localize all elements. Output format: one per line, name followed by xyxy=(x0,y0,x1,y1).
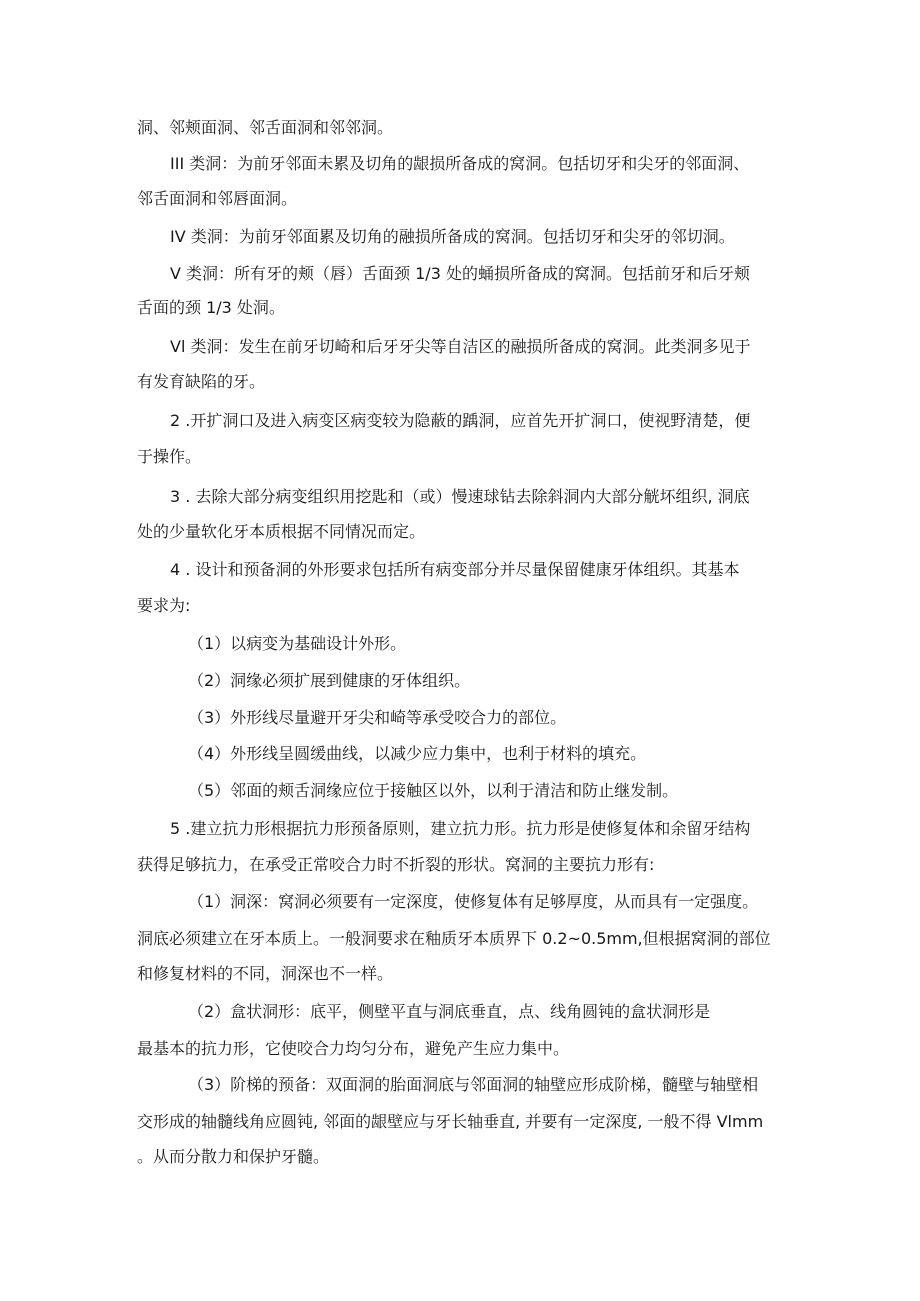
text-line: III 类洞：为前牙邻面未累及切角的龈损所备成的窝洞。包括切牙和尖牙的邻面洞、 xyxy=(170,154,750,173)
text-line: 洞、邻颊面洞、邻舌面洞和邻邻洞。 xyxy=(137,118,394,137)
text-line: 要求为: xyxy=(137,596,191,615)
text-line: 获得足够抗力，在承受正常咬合力时不折裂的形状。窝洞的主要抗力形有: xyxy=(137,855,655,874)
text-line: （2）洞缘必须扩展到健康的牙体组织。 xyxy=(188,671,471,690)
text-line: 交形成的轴髓线角应圆钝, 邻面的龈壁应与牙长轴垂直, 并要有一定深度, 一般不得 Vlmm xyxy=(137,1112,764,1131)
text-line: 洞底必须建立在牙本质上。一般洞要求在釉质牙本质界下 0.2~0.5mm,但根据窝洞的部位 xyxy=(137,929,771,948)
text-line: 处的少量软化牙本质根据不同情况而定。 xyxy=(137,522,426,541)
text-line: 3 . 去除大部分病变组织用挖匙和（或）慢速球钻去除斜洞内大部分觥坏组织, 洞底 xyxy=(170,487,750,506)
text-line: （3）外形线尽量避开牙尖和崎等承受咬合力的部位。 xyxy=(188,708,567,727)
text-line: 2 .开扩洞口及进入病变区病变较为隐蔽的踽洞，应首先开扩洞口，使视野清楚，便 xyxy=(170,411,751,430)
text-line: 邻舌面洞和邻唇面洞。 xyxy=(137,189,298,208)
text-line: （4）外形线呈圆缓曲线，以减少应力集中，也利于材料的填充。 xyxy=(188,744,647,763)
text-line: 舌面的颈 1/3 处洞。 xyxy=(137,298,285,317)
text-line: 。从而分散力和保护牙髓。 xyxy=(137,1147,330,1166)
text-line: 和修复材料的不同，洞深也不一样。 xyxy=(137,964,394,983)
text-line: 5 .建立抗力形根据抗力形预备原则，建立抗力形。抗力形是使修复体和余留牙结构 xyxy=(170,819,751,838)
text-line: 于操作。 xyxy=(137,447,202,466)
text-line: （1）以病变为基础设计外形。 xyxy=(188,634,407,653)
text-line: 最基本的抗力形，它使咬合力均匀分布，避免产生应力集中。 xyxy=(137,1039,570,1058)
text-line: IV 类洞：为前牙邻面累及切角的融损所备成的窝洞。包括切牙和尖牙的邻切洞。 xyxy=(170,227,735,246)
text-line: （3）阶梯的预备：双面洞的胎面洞底与邻面洞的轴壁应形成阶梯，髓壁与轴壁相 xyxy=(188,1075,759,1094)
text-line: 有发育缺陷的牙。 xyxy=(137,372,266,391)
text-line: 4 . 设计和预备洞的外形要求包括所有病变部分并尽量保留健康牙体组织。其基本 xyxy=(170,560,740,579)
text-line: Vl 类洞：发生在前牙切崎和后牙牙尖等自洁区的融损所备成的窝洞。此类洞多见于 xyxy=(170,337,751,356)
text-line: （5）邻面的颊舌洞缘应位于接触区以外，以利于清洁和防止继发制。 xyxy=(188,781,679,800)
text-line: （2）盒状洞形：底平，侧壁平直与洞底垂直，点、线角圆钝的盒状洞形是 xyxy=(188,1002,711,1021)
text-line: （1）洞深：窝洞必须要有一定深度，使修复体有足够厚度，从而具有一定强度。 xyxy=(188,892,759,911)
text-line: V 类洞：所有牙的颊（唇）舌面颈 1/3 处的蛹损所备成的窝洞。包括前牙和后牙颊 xyxy=(170,264,750,283)
